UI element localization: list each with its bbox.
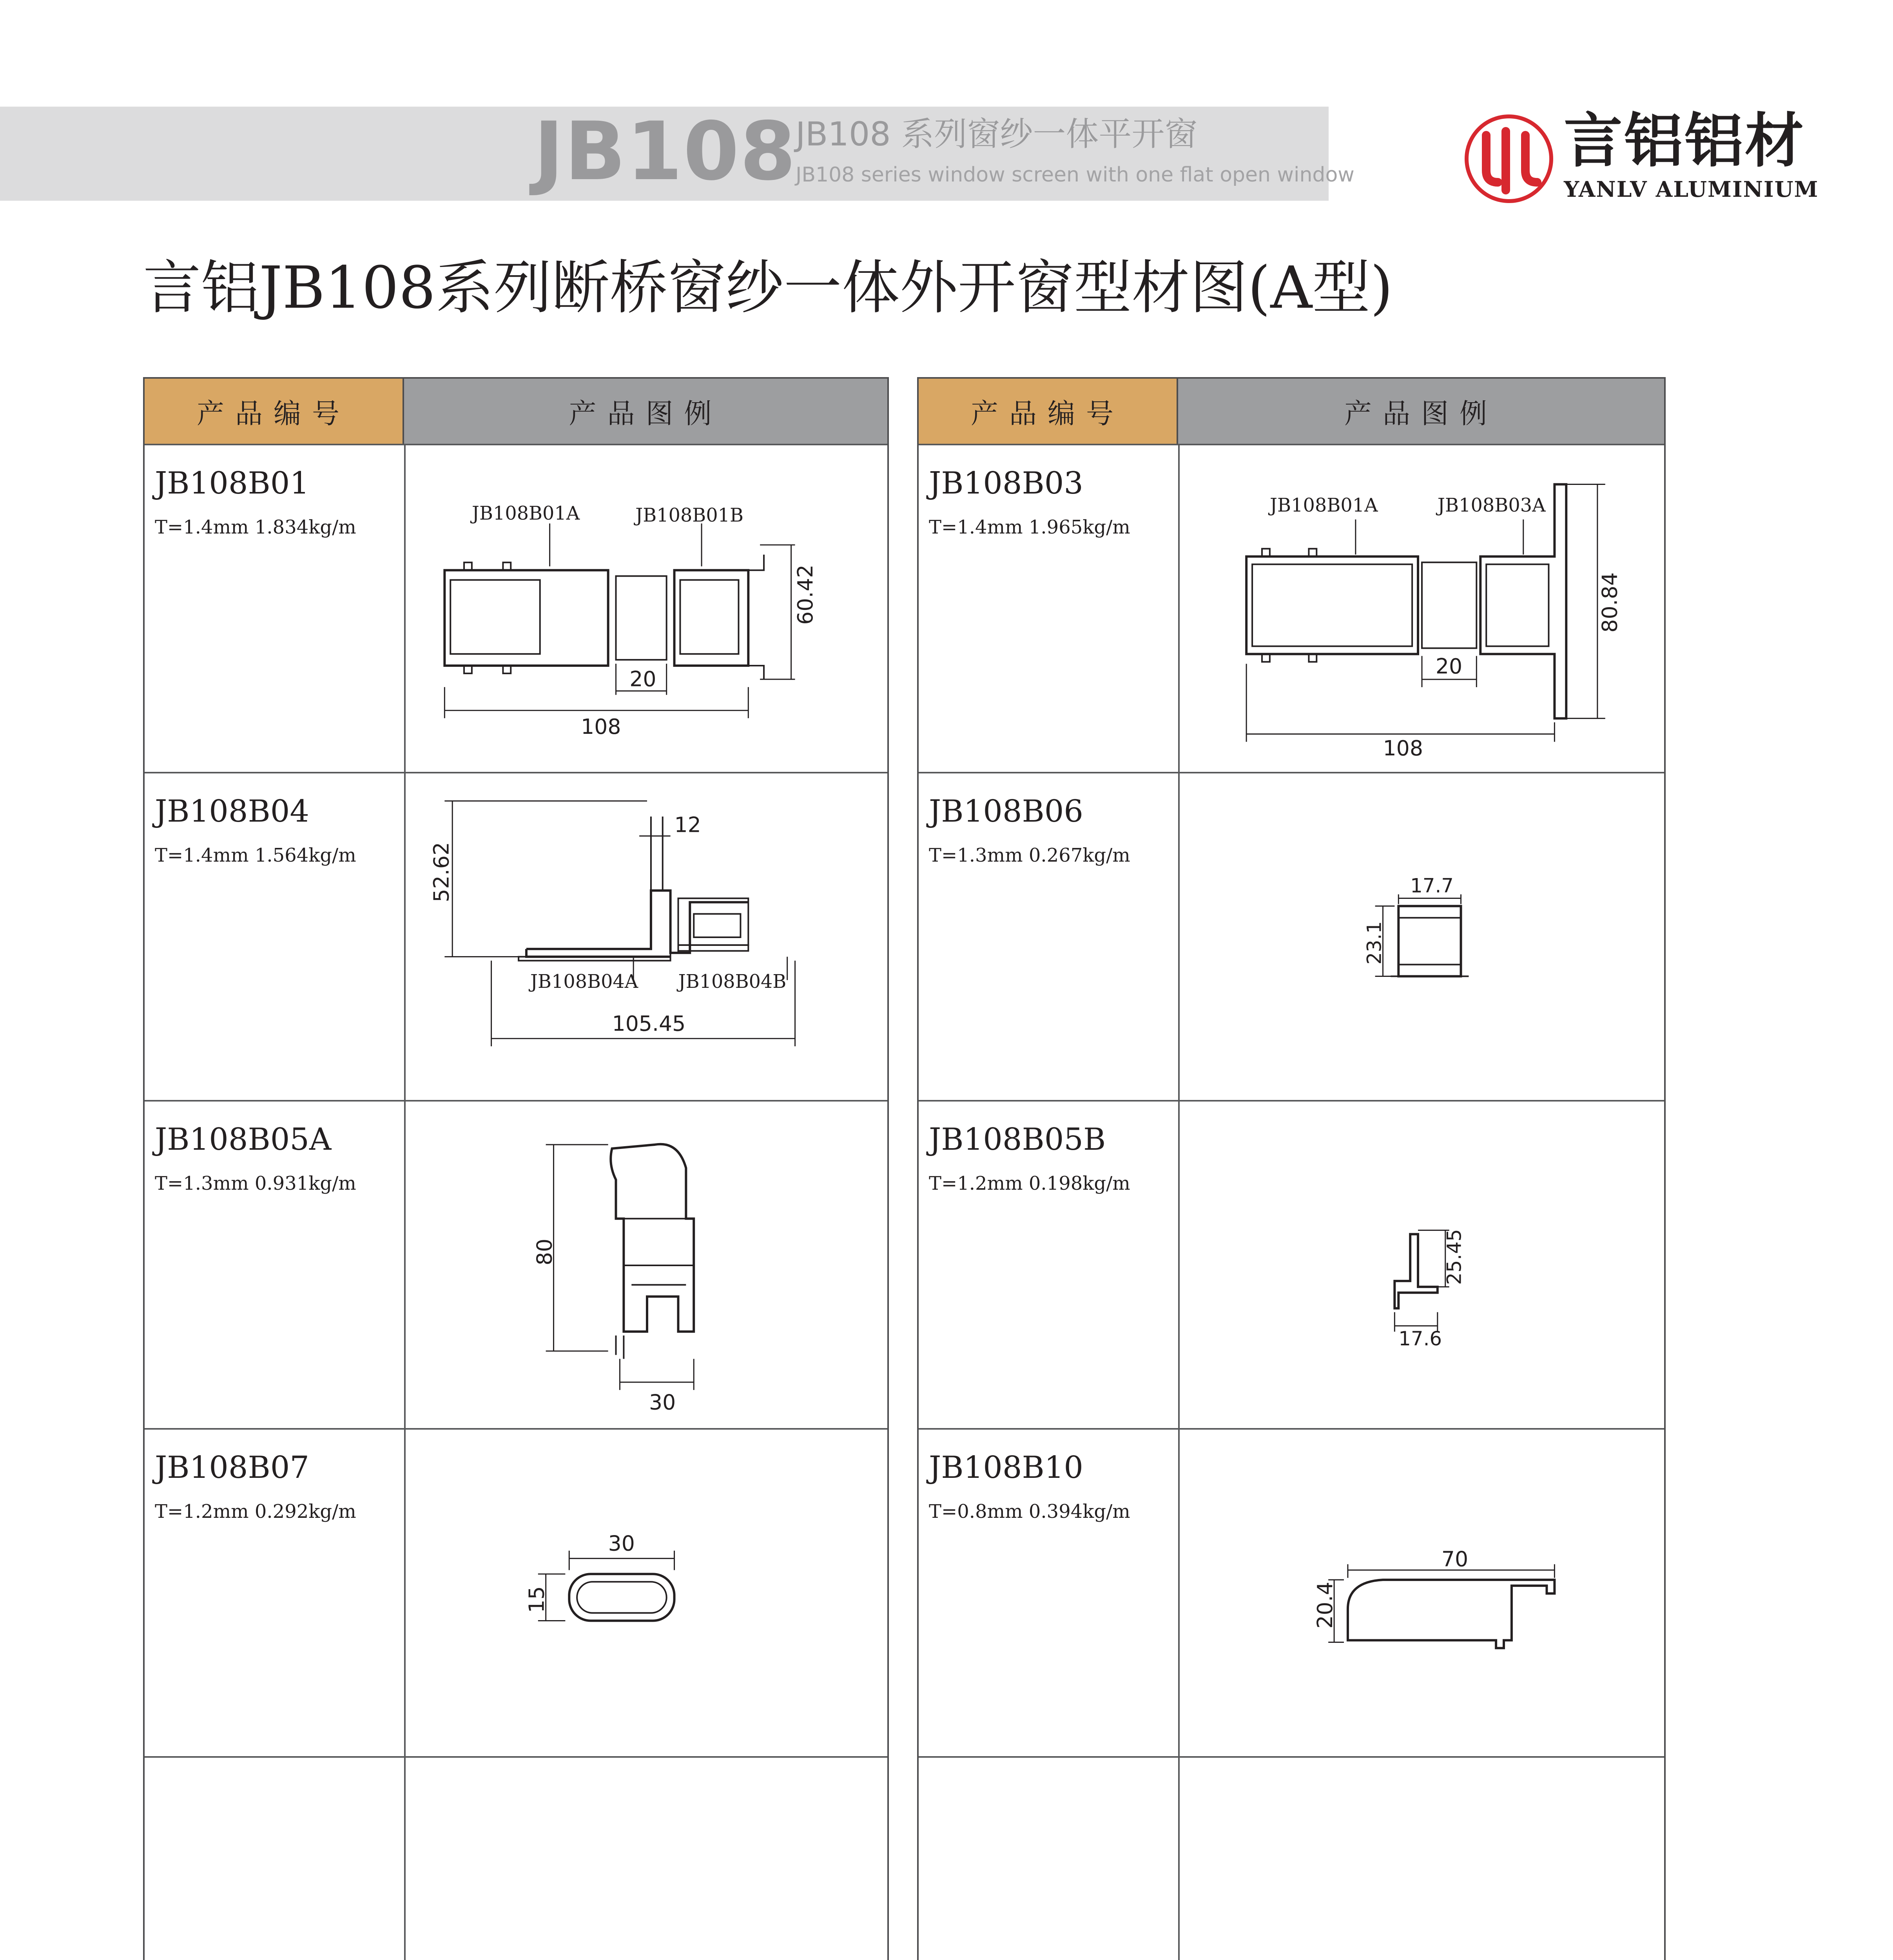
- profile-drawing: [406, 445, 887, 772]
- product-code: JB108B07: [155, 1450, 310, 1485]
- dimension-value: 30: [649, 1390, 676, 1415]
- product-spec: T=1.3mm 0.931kg/m: [155, 1172, 356, 1194]
- dimension-label: JB108B01A: [471, 503, 580, 524]
- dimension-value: 80: [532, 1238, 557, 1265]
- dimension-value: 70: [1441, 1546, 1469, 1572]
- dimension-value: 23.1: [1363, 921, 1386, 965]
- profile-drawing: [1180, 1102, 1664, 1428]
- series-name-en: JB108 series window screen with one flat open window: [796, 163, 1354, 187]
- profile-drawing: [406, 1430, 887, 1756]
- product-spec: T=1.2mm 0.292kg/m: [155, 1501, 356, 1523]
- table-row: [919, 1428, 1664, 1756]
- yanlv-logo-icon: [1462, 112, 1556, 206]
- dimension-value: 25.45: [1443, 1229, 1466, 1285]
- product-code: JB108B06: [929, 794, 1084, 829]
- table-row: [919, 444, 1664, 772]
- table-row: [145, 1100, 887, 1428]
- series-name-cn: JB108 系列窗纱一体平开窗: [796, 115, 1198, 153]
- table-row: [145, 1428, 887, 1756]
- table-row: [919, 772, 1664, 1100]
- header-product-code: 产品编号: [919, 379, 1178, 444]
- profile-drawing: [406, 773, 887, 1100]
- brand-name-en: YANLV ALUMINIUM: [1564, 176, 1819, 202]
- product-table-right: [917, 377, 1666, 1960]
- product-spec: T=1.2mm 0.198kg/m: [929, 1172, 1130, 1194]
- dimension-value: 20.4: [1313, 1581, 1338, 1629]
- dimension-value: 60.42: [793, 564, 818, 625]
- table-row: [145, 772, 887, 1100]
- product-spec: T=1.4mm 1.834kg/m: [155, 516, 356, 538]
- product-code: JB108B05A: [155, 1122, 332, 1157]
- header-product-image: 产品图例: [404, 379, 887, 444]
- dimension-value: 30: [608, 1531, 635, 1556]
- series-code: JB108: [534, 105, 797, 198]
- table-row: [145, 444, 887, 772]
- dimension-label: JB108B03A: [1437, 495, 1546, 517]
- dimension-value: 52.62: [429, 842, 454, 902]
- dimension-value: 17.6: [1398, 1327, 1442, 1350]
- dimension-value: 15: [524, 1586, 549, 1613]
- dimension-label: JB108B04B: [678, 971, 787, 993]
- product-code: JB108B05B: [929, 1122, 1106, 1157]
- dimension-value: 108: [581, 714, 621, 739]
- page-title: 言铝JB108系列断桥窗纱一体外开窗型材图(A型): [143, 254, 1393, 321]
- header-product-code: 产品编号: [145, 379, 404, 444]
- dimension-value: 108: [1383, 736, 1423, 761]
- profile-drawing: [406, 1102, 887, 1428]
- product-code: JB108B01: [155, 466, 310, 501]
- profile-drawing: [1180, 773, 1664, 1100]
- product-spec: T=1.4mm 1.965kg/m: [929, 516, 1130, 538]
- table-row: [919, 1100, 1664, 1428]
- product-spec: T=0.8mm 0.394kg/m: [929, 1501, 1130, 1523]
- dimension-value: 20: [629, 666, 656, 691]
- product-table-left: [143, 377, 889, 1960]
- product-spec: T=1.4mm 1.564kg/m: [155, 844, 356, 866]
- dimension-value: 80.84: [1597, 572, 1622, 633]
- product-spec: T=1.3mm 0.267kg/m: [929, 844, 1130, 866]
- profile-drawing: [1180, 1430, 1664, 1756]
- table-row: [919, 1756, 1664, 1960]
- dimension-value: 20: [1435, 654, 1463, 679]
- product-code: JB108B10: [929, 1450, 1084, 1485]
- dimension-value: 12: [674, 812, 701, 837]
- product-code: JB108B04: [155, 794, 310, 829]
- dimension-label: JB108B01B: [635, 505, 744, 526]
- dimension-label: JB108B01A: [1269, 495, 1378, 517]
- table-row: [145, 1756, 887, 1960]
- dimension-value: 17.7: [1410, 874, 1454, 897]
- dimension-label: JB108B04A: [530, 971, 638, 993]
- dimension-value: 105.45: [612, 1011, 686, 1036]
- header-product-image: 产品图例: [1178, 379, 1664, 444]
- profile-drawing: [1180, 445, 1664, 772]
- product-code: JB108B03: [929, 466, 1084, 501]
- brand-name: 言铝铝材: [1564, 107, 1806, 175]
